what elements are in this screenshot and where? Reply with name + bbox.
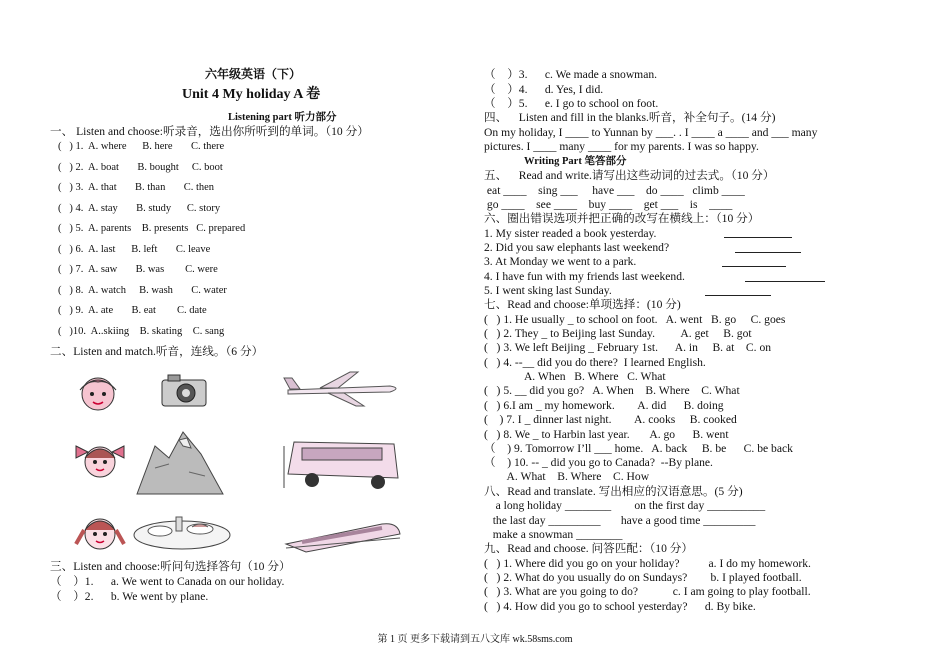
answer-blank[interactable] xyxy=(745,281,825,282)
section8-heading: 八、Read and translate. 写出相应的汉语意思。(5 分) xyxy=(484,485,743,498)
answer-blank[interactable] xyxy=(722,266,786,267)
s1-item: ( ) 1. A. where B. here C. there xyxy=(58,141,225,152)
s7-item: ( ) 8. We _ to Harbin last year. A. go B. went xyxy=(484,428,729,441)
s6-item: 2. Did you saw elephants last weekend? xyxy=(484,241,670,254)
s7-item: ( ) 7. I _ dinner last night. A. cooks B. cooked xyxy=(484,413,737,426)
girl-with-bows-picture xyxy=(70,434,130,484)
s6-item: 5. I went sking last Sunday. xyxy=(484,284,612,297)
s1-item: ( ) 6. A. last B. left C. leave xyxy=(58,244,211,255)
section1-heading: 一、 Listen and choose:听录音，选出你所听到的单词。（10 分） xyxy=(50,125,369,138)
s7-item: ( ) 2. They _ to Beijing last Sunday. A. get B. got xyxy=(484,327,752,340)
s5-line: go ____ see ____ buy ____ get ___ is ____ xyxy=(484,198,733,211)
dinner-plates-picture xyxy=(130,503,235,553)
s9-item: ( ) 3. What are you going to do? c. I am going to play football. xyxy=(484,585,811,598)
s6-item: 4. I have fun with my friends last weekend. xyxy=(484,270,685,283)
section7-heading: 七、Read and choose:单项选择：(10 分) xyxy=(484,298,681,311)
s1-item: ( ) 8. A. watch B. wash C. water xyxy=(58,285,227,296)
page-footer: 第 1 页 更多下载请到五八文库 wk.58sms.com xyxy=(377,634,573,645)
s9-item: ( ) 2. What do you usually do on Sundays? b. I played football. xyxy=(484,571,802,584)
s8-item: make a snowman ________ xyxy=(484,528,623,541)
answer-blank[interactable] xyxy=(705,295,771,296)
s7-item: ( ) 4. --__ did you do there? I learned English. xyxy=(484,356,706,369)
section3-heading: 三、Listen and choose:听问句选择答句（10 分） xyxy=(50,560,291,573)
s5-line: eat ____ sing ___ have ___ do ____ climb ____ xyxy=(484,184,745,197)
grade-title: 六年级英语（下） xyxy=(205,67,302,81)
writing-part-label: Writing Part 笔答部分 xyxy=(524,156,627,167)
s8-item: a long holiday ________ on the first day __________ xyxy=(484,499,766,512)
s1-item: ( ) 7. A. saw B. was C. were xyxy=(58,264,218,275)
s7-item: ( ) 3. We left Beijing _ February 1st. A. in B. at C. on xyxy=(484,341,772,354)
mountain-picture xyxy=(135,428,225,496)
s7-item: ( ) 6.I am _ my homework. A. did B. doing xyxy=(484,399,724,412)
s1-item: ( ) 4. A. stay B. study C. story xyxy=(58,203,221,214)
listening-part-label: Listening part 听力部分 xyxy=(228,112,337,123)
s1-item: ( ) 9. A. ate B. eat C. date xyxy=(58,305,207,316)
unit-title: Unit 4 My holiday A 卷 xyxy=(182,87,321,102)
s7-item: ( ) 5. __ did you go? A. When B. Where C. What xyxy=(484,384,740,397)
girl-with-pigtails-picture xyxy=(70,508,130,556)
section9-heading: 九、Read and choose. 问答匹配：（10 分） xyxy=(484,542,693,555)
s7-item: A. What B. Where C. How xyxy=(484,470,650,483)
s6-item: 1. My sister readed a book yesterday. xyxy=(484,227,657,240)
s3-item: （ ）2. b. We went by plane. xyxy=(50,590,209,603)
s1-item: ( ) 3. A. that B. than C. then xyxy=(58,182,215,193)
s4-line: pictures. I ____ many ____ for my parents. I was so happy. xyxy=(484,140,759,153)
answer-blank[interactable] xyxy=(735,252,801,253)
girl-face-picture xyxy=(68,368,128,416)
s3-item: （ ）1. a. We went to Canada on our holiday. xyxy=(50,575,285,588)
s1-item: ( ) 2. A. boat B. bought C. boot xyxy=(58,162,223,173)
train-picture xyxy=(282,508,404,556)
answer-blank[interactable] xyxy=(724,237,792,238)
s9-item: ( ) 4. How did you go to school yesterday? d. By bike. xyxy=(484,600,756,613)
s7-item: A. When B. Where C. What xyxy=(484,370,666,383)
section6-heading: 六、圈出错误选项并把正确的改写在横线上：（10 分） xyxy=(484,212,760,225)
s1-item: ( ) 5. A. parents B. presents C. prepared xyxy=(58,223,246,234)
s3-item: （ ）4. d. Yes, I did. xyxy=(484,83,604,96)
s7-item: （ ) 9. Tomorrow I’ll ___ home. A. back B. be C. be back xyxy=(484,442,793,455)
s3-item: （ ）5. e. I go to school on foot. xyxy=(484,97,659,110)
s8-item: the last day _________ have a good time _________ xyxy=(484,514,756,527)
camera-picture xyxy=(158,372,210,410)
s9-item: ( ) 1. Where did you go on your holiday? a. I do my homework. xyxy=(484,557,811,570)
airplane-picture xyxy=(280,368,405,410)
s7-item: （ ) 10. -- _ did you go to Canada? --By plane. xyxy=(484,456,713,469)
s3-item: （ ）3. c. We made a snowman. xyxy=(484,68,658,81)
section4-heading: 四、 Listen and fill in the blanks.听音，补全句子。(14 分) xyxy=(484,111,776,124)
s4-line: On my holiday, I ____ to Yunnan by ___. . I ____ a ____ and ___ many xyxy=(484,126,818,139)
s7-item: ( ) 1. He usually _ to school on foot. A. went B. go C. goes xyxy=(484,313,786,326)
section2-heading: 二、Listen and match.听音，连线。（6 分） xyxy=(50,345,264,358)
section5-heading: 五、 Read and write.请写出这些动词的过去式。（10 分） xyxy=(484,169,775,182)
s6-item: 3. At Monday we went to a park. xyxy=(484,255,637,268)
bus-picture xyxy=(282,432,402,492)
s1-item: ( )10. A..skiing B. skating C. sang xyxy=(58,326,225,337)
